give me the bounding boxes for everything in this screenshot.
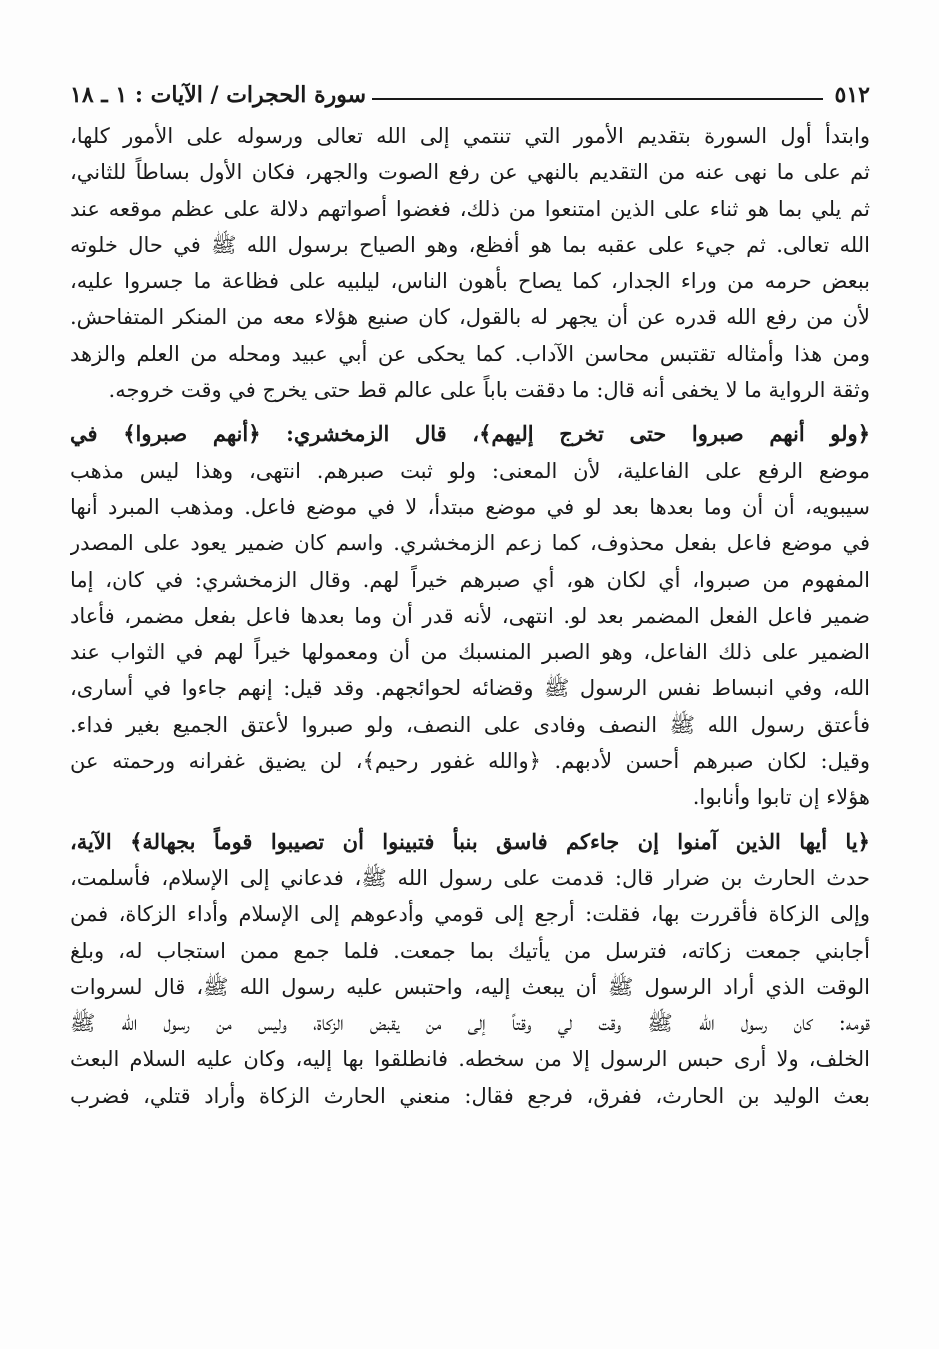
running-title: سورة الحجرات / الآيات : ١ ـ ١٨ <box>70 82 367 108</box>
text-line: فأعتق رسول الله ﷺ النصف وفادى على النصف، ولو صبروا لأعتق الجميع بغير فداء. <box>70 712 870 737</box>
text-line: أجابني جمعت زكاته، فترسل من يأتيك بما جمعت. فلما جمع ممن استجاب له، وبلغ <box>70 938 870 963</box>
text-line: وقيل: لكان صبرهم أحسن لأدبهم. ﴿والله غفور رحيم﴾، لن يضيق غفرانه ورحمته عن <box>70 749 870 774</box>
text-line: لأن من رفع الله قدره عن أن يجهر له بالقول، كان صنيع هؤلاء معه من المنكر المتفاحش. <box>70 305 870 330</box>
text-line: هؤلاء إن تابوا وأنابوا. <box>692 785 870 810</box>
text-line: حدث الحارث بن ضرار قال: قدمت على رسول الله ﷺ، فدعاني إلى الإسلام، فأسلمت، <box>70 865 870 890</box>
text-line: في موضع فاعل بفعل محذوف، كما زعم الزمخشري. واسم كان ضمير يعود على المصدر <box>70 531 870 556</box>
text-line: الله تعالى. ثم جيء على عقبه بما هو أفظع، وهو الصياح برسول الله ﷺ في حال خلوته <box>70 232 870 257</box>
text-line: ثم على ما نهى عنه من التقديم بالنهي عن رفع الصوت والجهر، فكان الأول بساطاً للثاني، <box>70 160 870 185</box>
quran-verse-line: ﴿يا أيها الذين آمنوا إن جاءكم فاسق بنبأ فتبينوا أن تصيبوا قوماً بجهالة﴾ الآية، <box>70 828 870 854</box>
paragraph-2 <box>70 416 870 815</box>
text-line: موضع الرفع على الفاعلية، لأن المعنى: ولو ثبت صبرهم. انتهى، وهذا ليس مذهب <box>70 458 870 483</box>
page-header <box>70 74 870 108</box>
text-line: وإلى الزكاة فأقررت بها، فقلت: أرجع إلى قومي وأدعوهم إلى الإسلام وأداء الزكاة، فمن <box>70 902 870 927</box>
text-line: الوقت الذي أراد الرسول ﷺ أن يبعث إليه، واحتبس عليه رسول الله ﷺ، قال لسروات <box>70 974 870 999</box>
text-line: قومه: كان رسول الله ﷺ وقت لي وقتاً إلى من يقبض الزكاة، وليس من رسول الله ﷺ <box>70 1011 870 1036</box>
text-line: الله، وفي انبساط نفس الرسول ﷺ وقضائه لحوائجهم. وقد قيل: إنهم جاءوا في أسارى، <box>70 676 870 701</box>
text-line: الخلف، ولا أرى حبس الرسول إلا من سخطه. فانطلقوا بها إليه، وكان عليه السلام البعث <box>70 1047 870 1072</box>
text-line: وثقة الرواية ما لا يخفى أنه قال: ما دققت باباً على عالم قط حتى يخرج في وقت خروجه. <box>108 378 870 403</box>
paragraph-3 <box>70 824 870 1114</box>
paragraph-1 <box>70 118 870 408</box>
text-line: ضمير فاعل الفعل المضمر بعد لو. انتهى، لأنه قدر أن وما بعدها فاعل بفعل مضمر، فأعاد <box>70 603 870 628</box>
header-rule <box>372 98 823 100</box>
text-line: سيبويه، أن أن وما بعدها بعد لو في موضع مبتدأ، لا في موضع فاعل. ومذهب المبرد أنها <box>70 494 870 519</box>
text-line: ومن هذا وأمثاله تقتبس محاسن الآداب. كما يحكى عن أبي عبيد ومحله من العلم والزهد <box>70 341 870 366</box>
page-number: ٥١٢ <box>834 82 870 108</box>
text-line: المفهوم من صبروا، أي لكان هو، أي صبرهم خيراً لهم. وقال الزمخشري: في كان، إما <box>70 567 870 592</box>
text-line: ثم يلي بما هو ثناء على الذين امتنعوا من ذلك، فغضوا أصواتهم دلالة على عظم موقعه عند <box>70 196 870 221</box>
text-line: وابتدأ أول السورة بتقديم الأمور التي تنتمي إلى الله تعالى ورسوله على الأمور كلها، <box>70 124 870 148</box>
text-line: بعث الوليد بن الحارث، ففرق، فرجع فقال: منعني الحارث الزكاة وأراد قتلي، فضرب <box>70 1083 870 1108</box>
body-text <box>70 118 870 1114</box>
quran-verse-line: ﴿ولو أنهم صبروا حتى تخرج إليهم﴾، قال الزمخشري: ﴿أنهم صبروا﴾ في <box>70 421 870 447</box>
text-line: الضمير على ذلك الفاعل، وهو الصبر المنسبك من أن ومعمولها خيراً لهم في الثواب عند <box>70 640 870 665</box>
text-line: ببعض حرمه من وراء الجدار، كما يصاح بأهون الناس، ليلبيه على فظاعة ما جسروا عليه، <box>70 269 870 294</box>
